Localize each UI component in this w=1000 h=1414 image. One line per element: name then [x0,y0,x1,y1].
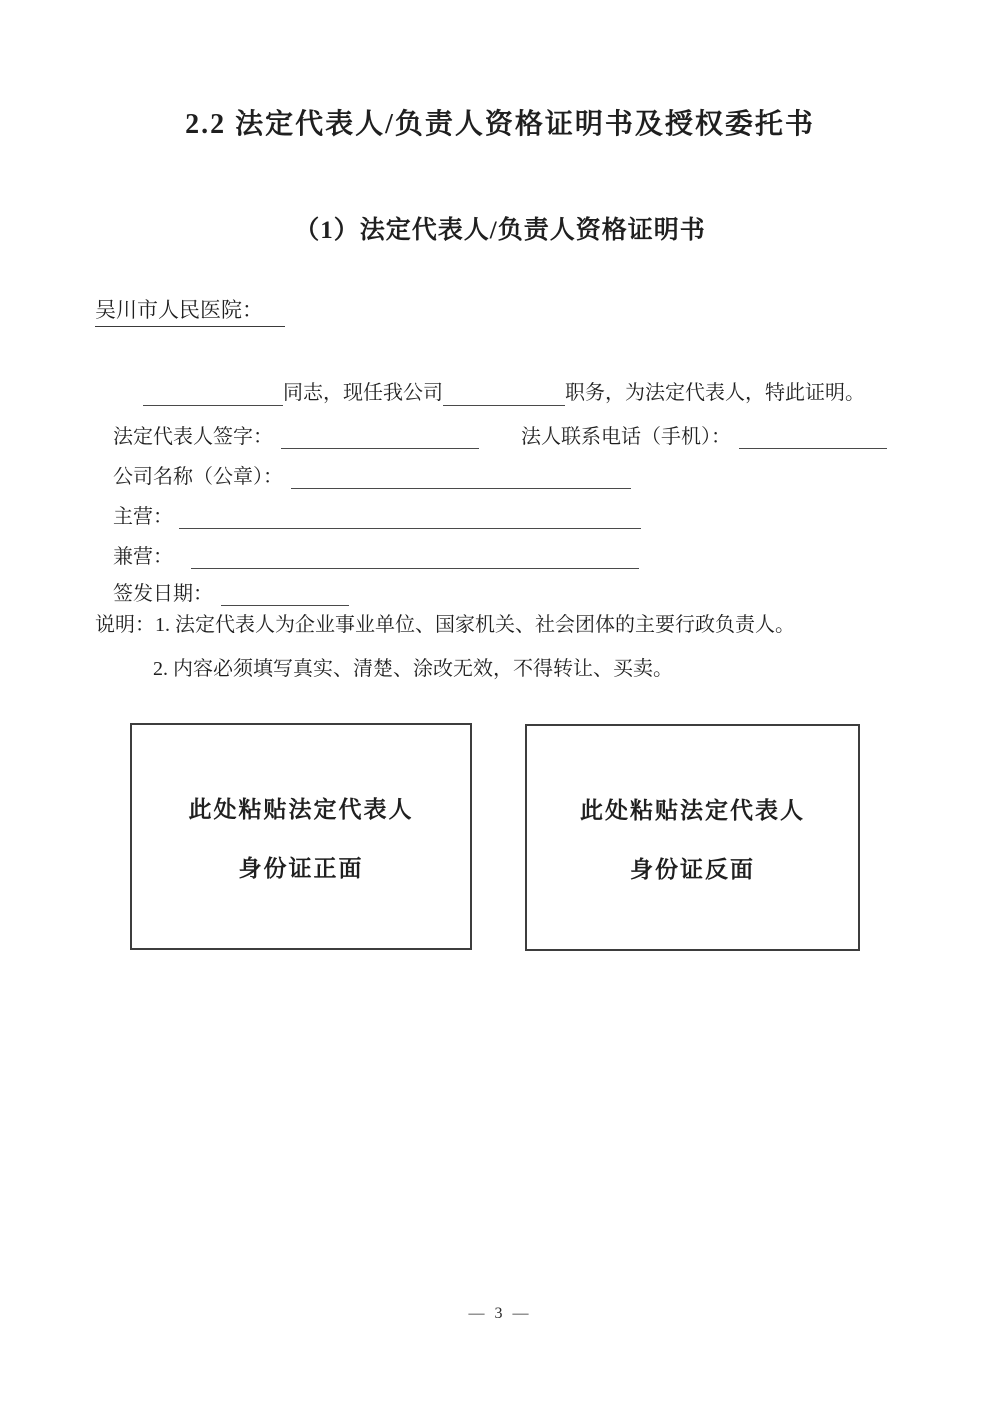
main-business-label: 主营： [113,506,173,528]
statement-text-1: 同志，现任我公司 [283,382,443,404]
page-number: — 3 — [468,1305,532,1322]
side-business-row [113,540,639,569]
id-card-front-paste-box [130,723,472,950]
id-card-back-paste-box [525,724,860,951]
notes-prefix: 说明： [95,614,155,636]
notes-line-1 [95,608,795,637]
signature-phone-row [113,420,887,449]
issue-date-row [113,577,349,606]
signature-blank-field [281,429,479,449]
side-business-label: 兼营： [113,546,173,568]
paste-box-back-line-2: 身份证反面 [630,856,755,882]
company-name-label: 公司名称（公章）： [113,466,283,488]
paste-box-front-line-1: 此处粘贴法定代表人 [188,796,414,822]
phone-label: 法人联系电话（手机）： [521,426,731,448]
document-title: 2.2 法定代表人/负责人资格证明书及授权委托书 [185,109,815,140]
signature-label: 法定代表人签字： [113,426,273,448]
company-name-row [113,460,631,489]
main-business-row [113,500,641,529]
notes-item-2: 2. 内容必须填写真实、清楚、涂改无效，不得转让、买卖。 [153,658,673,680]
issue-date-blank-field [221,586,349,606]
section-subtitle: （1）法定代表人/负责人资格证明书 [294,217,706,244]
company-name-blank-field [291,469,631,489]
notes-item-1: 1. 法定代表人为企业事业单位、国家机关、社会团体的主要行政负责人。 [155,614,795,636]
certificate-statement [95,380,905,406]
recipient-name: 吴川市人民医院： [95,294,285,327]
phone-blank-field [739,429,887,449]
paste-box-back-line-1: 此处粘贴法定代表人 [580,797,805,823]
paste-box-front-line-2: 身份证正面 [238,855,364,881]
main-business-blank-field [179,509,641,529]
statement-text-2: 职务，为法定代表人，特此证明。 [565,382,865,404]
name-blank-field [143,386,283,406]
recipient-line [95,294,285,327]
issue-date-label: 签发日期： [113,583,213,605]
position-blank-field [443,386,565,406]
side-business-blank-field [191,549,639,569]
